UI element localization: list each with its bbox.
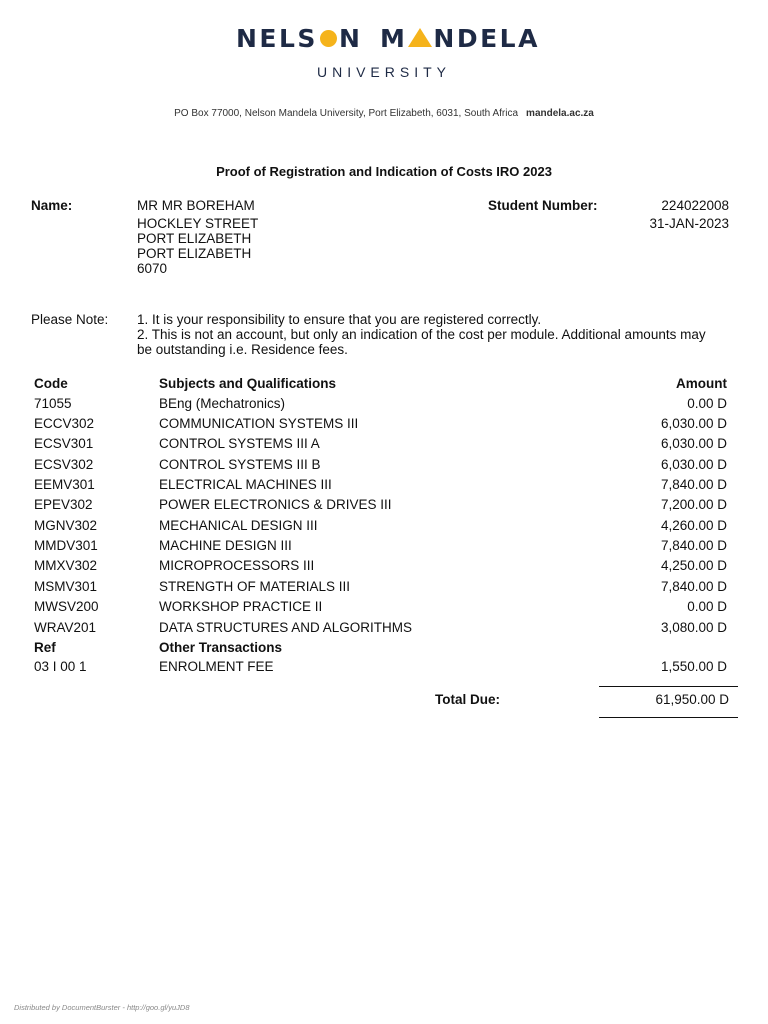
- address-line-3: PORT ELIZABETH: [137, 246, 252, 261]
- table-row: [0, 599, 768, 619]
- other-transactions-header: [0, 640, 768, 660]
- table-row: [0, 620, 768, 640]
- table-row: [0, 518, 768, 538]
- row-code: MMXV302: [34, 558, 98, 573]
- header-ref: Ref: [34, 640, 56, 655]
- student-number-label: Student Number:: [488, 198, 598, 213]
- header-subject: Subjects and Qualifications: [159, 376, 337, 391]
- name-label: Name:: [31, 198, 73, 213]
- table-row: [0, 416, 768, 436]
- row-code: EPEV302: [34, 497, 93, 512]
- row-subject: WORKSHOP PRACTICE II: [159, 599, 323, 614]
- table-row: [0, 558, 768, 578]
- registration-date: 31-JAN-2023: [649, 216, 729, 231]
- row-subject: COMMUNICATION SYSTEMS III: [159, 416, 359, 431]
- row-amount: 1,550.00 D: [660, 659, 727, 674]
- student-number: 224022008: [661, 198, 729, 213]
- row-code: ECSV302: [34, 457, 94, 472]
- address-text: PO Box 77000, Nelson Mandela University, Port Elizabeth, 6031, South Africa: [174, 108, 519, 119]
- row-subject: POWER ELECTRONICS & DRIVES III: [159, 497, 392, 512]
- table-row: [0, 579, 768, 599]
- row-code: MWSV200: [34, 599, 99, 614]
- row-amount: 6,030.00 D: [660, 436, 727, 451]
- logo-subtitle: UNIVERSITY: [316, 64, 451, 80]
- row-code: 71055: [34, 396, 72, 411]
- logo-sun-icon: [320, 30, 337, 47]
- logo-word-nelson: NELS N: [236, 24, 363, 53]
- row-subject: CONTROL SYSTEMS III B: [159, 457, 321, 472]
- row-code: MMDV301: [34, 538, 98, 553]
- table-row: [0, 396, 768, 416]
- note-label: Please Note:: [31, 312, 109, 327]
- row-subject: MACHINE DESIGN III: [159, 538, 292, 553]
- row-code: MSMV301: [34, 579, 98, 594]
- table-header: [0, 376, 768, 396]
- address-line-2: PORT ELIZABETH: [137, 231, 252, 246]
- row-subject: DATA STRUCTURES AND ALGORITHMS: [159, 620, 413, 635]
- header-amount: Amount: [676, 376, 727, 391]
- total-due-amount: 61,950.00 D: [655, 692, 729, 707]
- row-amount: 0.00 D: [687, 599, 727, 614]
- row-code: EEMV301: [34, 477, 95, 492]
- row-subject: MECHANICAL DESIGN III: [159, 518, 318, 533]
- row-code: MGNV302: [34, 518, 98, 533]
- row-subject: BEng (Mechatronics): [159, 396, 286, 411]
- row-amount: 6,030.00 D: [660, 457, 727, 472]
- table-row: [0, 497, 768, 517]
- row-amount: 0.00 D: [687, 396, 727, 411]
- row-code: ECCV302: [34, 416, 95, 431]
- website-text: mandela.ac.za: [526, 108, 594, 119]
- logo-word-mandela: M NDELA: [380, 24, 540, 53]
- table-row: [0, 457, 768, 477]
- row-code: ECSV301: [34, 436, 94, 451]
- university-logo: [0, 22, 768, 82]
- document-title: Proof of Registration and Indication of Costs IRO 2023: [216, 164, 552, 179]
- row-amount: 4,250.00 D: [660, 558, 727, 573]
- row-amount: 6,030.00 D: [660, 416, 727, 431]
- footer-distribution-note: Distributed by DocumentBurster - http://goo.gl/yuJD8: [14, 1003, 190, 1012]
- row-amount: 4,260.00 D: [660, 518, 727, 533]
- header-code: Code: [34, 376, 68, 391]
- table-row: [0, 538, 768, 558]
- row-amount: 7,840.00 D: [660, 477, 727, 492]
- total-top-rule: [599, 686, 738, 687]
- table-row: [0, 659, 768, 679]
- row-code: WRAV201: [34, 620, 97, 635]
- address-line-4: 6070: [137, 261, 168, 276]
- table-row: [0, 477, 768, 497]
- table-row: [0, 436, 768, 456]
- row-amount: 7,200.00 D: [660, 497, 727, 512]
- total-bottom-rule: [599, 717, 738, 718]
- row-amount: 7,840.00 D: [660, 579, 727, 594]
- row-subject: ELECTRICAL MACHINES III: [159, 477, 332, 492]
- row-subject: STRENGTH OF MATERIALS III: [159, 579, 351, 594]
- row-subject: CONTROL SYSTEMS III A: [159, 436, 320, 451]
- row-subject: MICROPROCESSORS III: [159, 558, 315, 573]
- postal-address: [0, 108, 768, 119]
- row-description: ENROLMENT FEE: [159, 659, 274, 674]
- note-line-1: 1. It is your responsibility to ensure that you are registered correctly.: [137, 312, 542, 327]
- header-other-transactions: Other Transactions: [159, 640, 283, 655]
- logo-triangle-icon: [408, 28, 432, 47]
- note-line-3: be outstanding i.e. Residence fees.: [137, 342, 348, 357]
- note-line-2: 2. This is not an account, but only an indication of the cost per module. Additional amounts may: [137, 327, 706, 342]
- row-amount: 7,840.00 D: [660, 538, 727, 553]
- student-name: MR MR BOREHAM: [137, 198, 255, 213]
- total-due-label: Total Due:: [435, 692, 500, 707]
- row-amount: 3,080.00 D: [660, 620, 727, 635]
- row-ref: 03 I 00 1: [34, 659, 87, 674]
- address-line-1: HOCKLEY STREET: [137, 216, 259, 231]
